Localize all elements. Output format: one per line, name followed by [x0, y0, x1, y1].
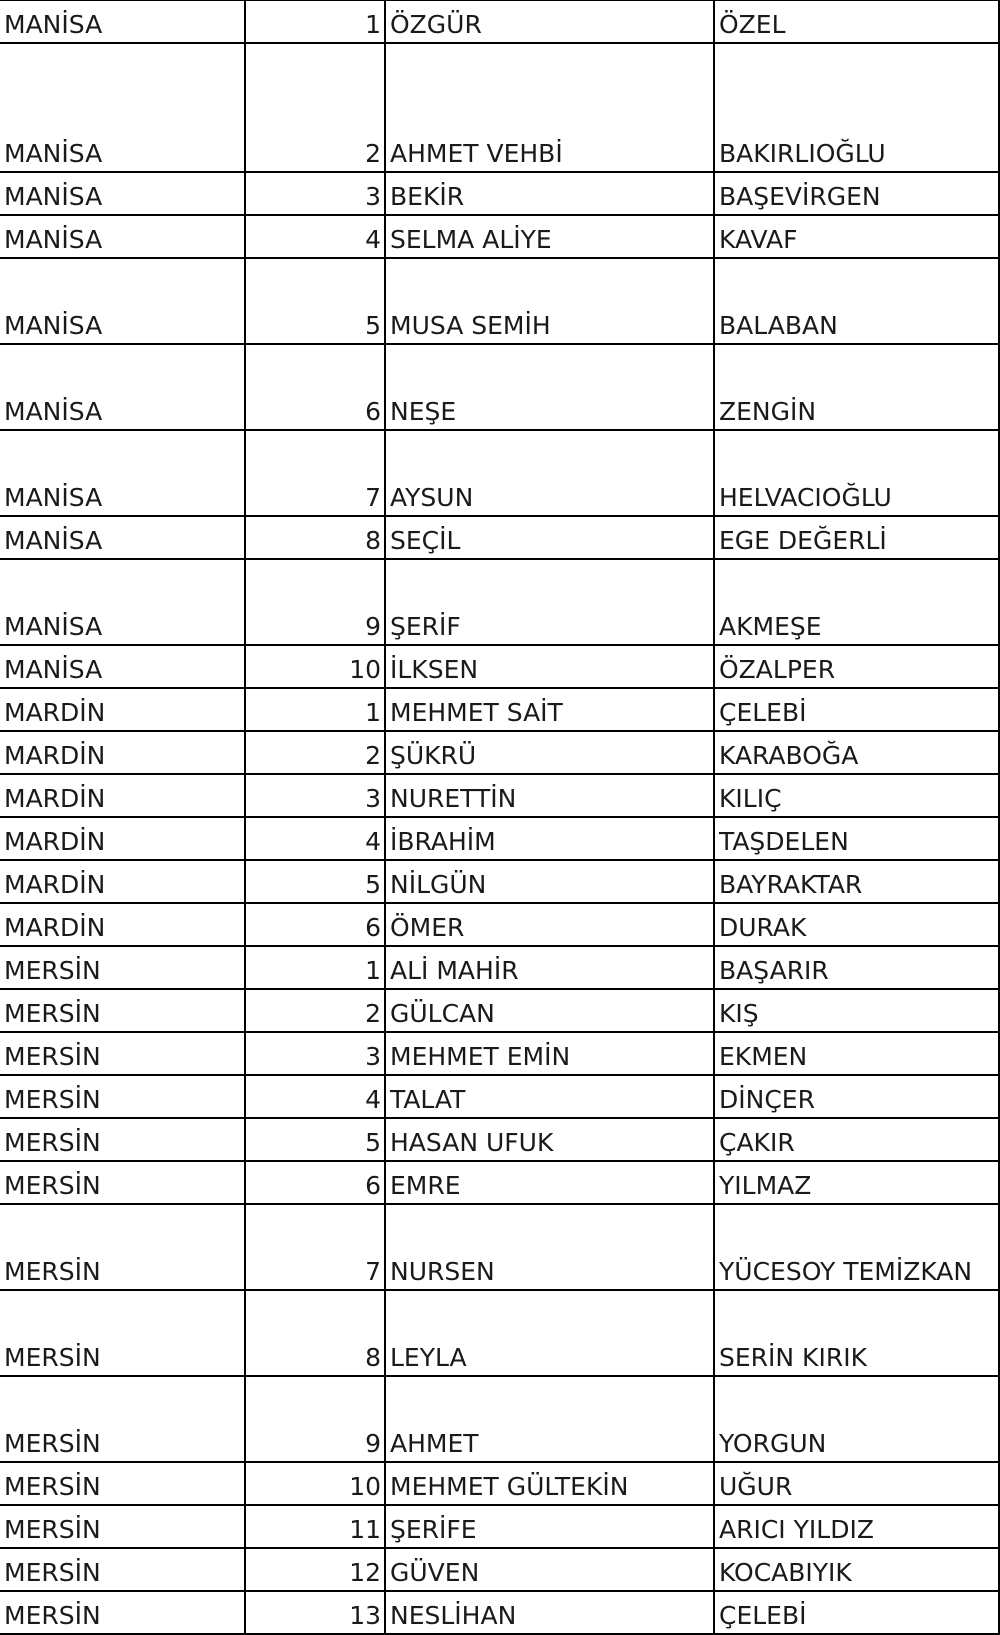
province-cell[interactable]: MERSİN: [0, 1505, 245, 1548]
province-cell[interactable]: MANİSA: [0, 430, 245, 516]
last-name-cell[interactable]: ÇELEBİ: [714, 688, 999, 731]
last-name-cell[interactable]: UĞUR: [714, 1462, 999, 1505]
province-cell[interactable]: MARDİN: [0, 688, 245, 731]
rank-cell[interactable]: 2: [245, 989, 385, 1032]
province-cell[interactable]: MERSİN: [0, 1548, 245, 1591]
rank-cell[interactable]: 1: [245, 946, 385, 989]
province-cell[interactable]: MERSİN: [0, 1591, 245, 1634]
last-name-cell[interactable]: AKMEŞE: [714, 559, 999, 645]
table-row: [0, 344, 999, 430]
table-row: [0, 1462, 999, 1505]
rank-cell[interactable]: 11: [245, 1505, 385, 1548]
last-name-cell[interactable]: YORGUN: [714, 1376, 999, 1462]
first-name-cell[interactable]: MEHMET EMİN: [385, 1032, 714, 1075]
province-cell[interactable]: MERSİN: [0, 1118, 245, 1161]
first-name-cell[interactable]: MEHMET GÜLTEKİN: [385, 1462, 714, 1505]
first-name-cell[interactable]: İBRAHİM: [385, 817, 714, 860]
last-name-cell[interactable]: BALABAN: [714, 258, 999, 344]
rank-cell[interactable]: 8: [245, 1290, 385, 1376]
province-cell[interactable]: MANİSA: [0, 516, 245, 559]
table-row: [0, 774, 999, 817]
table-row: [0, 559, 999, 645]
table-row: [0, 817, 999, 860]
province-cell[interactable]: MANİSA: [0, 0, 245, 43]
rank-cell[interactable]: 10: [245, 645, 385, 688]
first-name-cell[interactable]: EMRE: [385, 1161, 714, 1204]
last-name-cell[interactable]: SERİN KIRIK: [714, 1290, 999, 1376]
last-name-cell[interactable]: ÇAKIR: [714, 1118, 999, 1161]
province-cell[interactable]: MERSİN: [0, 1032, 245, 1075]
province-cell[interactable]: MARDİN: [0, 817, 245, 860]
rank-cell[interactable]: 1: [245, 688, 385, 731]
rank-cell[interactable]: 1: [245, 0, 385, 43]
province-cell[interactable]: MERSİN: [0, 1161, 245, 1204]
rank-cell[interactable]: 4: [245, 1075, 385, 1118]
table-row: [0, 1204, 999, 1290]
first-name-cell[interactable]: NEŞE: [385, 344, 714, 430]
table-row: [0, 1161, 999, 1204]
rank-cell[interactable]: 2: [245, 43, 385, 172]
table-row: [0, 903, 999, 946]
table-row: [0, 172, 999, 215]
province-cell[interactable]: MANİSA: [0, 215, 245, 258]
rank-cell[interactable]: 4: [245, 817, 385, 860]
last-name-cell[interactable]: DURAK: [714, 903, 999, 946]
province-cell[interactable]: MARDİN: [0, 731, 245, 774]
province-cell[interactable]: MANİSA: [0, 645, 245, 688]
first-name-cell[interactable]: TALAT: [385, 1075, 714, 1118]
first-name-cell[interactable]: GÜVEN: [385, 1548, 714, 1591]
last-name-cell[interactable]: ÖZALPER: [714, 645, 999, 688]
rank-cell[interactable]: 5: [245, 258, 385, 344]
province-cell[interactable]: MERSİN: [0, 946, 245, 989]
rank-cell[interactable]: 9: [245, 1376, 385, 1462]
last-name-cell[interactable]: ARICI YILDIZ: [714, 1505, 999, 1548]
rank-cell[interactable]: 3: [245, 774, 385, 817]
rank-cell[interactable]: 9: [245, 559, 385, 645]
first-name-cell[interactable]: MEHMET SAİT: [385, 688, 714, 731]
province-cell[interactable]: MERSİN: [0, 1376, 245, 1462]
first-name-cell[interactable]: AHMET: [385, 1376, 714, 1462]
last-name-cell[interactable]: TAŞDELEN: [714, 817, 999, 860]
province-cell[interactable]: MERSİN: [0, 1075, 245, 1118]
first-name-cell[interactable]: NİLGÜN: [385, 860, 714, 903]
last-name-cell[interactable]: BAŞARIR: [714, 946, 999, 989]
province-cell[interactable]: MERSİN: [0, 1290, 245, 1376]
rank-cell[interactable]: 13: [245, 1591, 385, 1634]
table-row: [0, 946, 999, 989]
table-row: [0, 1075, 999, 1118]
first-name-cell[interactable]: ŞERİFE: [385, 1505, 714, 1548]
rank-cell[interactable]: 6: [245, 344, 385, 430]
province-cell[interactable]: MANİSA: [0, 258, 245, 344]
province-cell[interactable]: MANİSA: [0, 559, 245, 645]
last-name-cell[interactable]: EGE DEĞERLİ: [714, 516, 999, 559]
rank-cell[interactable]: 8: [245, 516, 385, 559]
rank-cell[interactable]: 4: [245, 215, 385, 258]
first-name-cell[interactable]: AYSUN: [385, 430, 714, 516]
first-name-cell[interactable]: ŞÜKRÜ: [385, 731, 714, 774]
first-name-cell[interactable]: ALİ MAHİR: [385, 946, 714, 989]
table-row: [0, 645, 999, 688]
last-name-cell[interactable]: HELVACIOĞLU: [714, 430, 999, 516]
table-row: [0, 731, 999, 774]
last-name-cell[interactable]: YILMAZ: [714, 1161, 999, 1204]
last-name-cell[interactable]: BAKIRLIOĞLU: [714, 43, 999, 172]
table-row: [0, 1376, 999, 1462]
table-row: [0, 258, 999, 344]
last-name-cell[interactable]: ÇELEBİ: [714, 1591, 999, 1634]
table-row: [0, 430, 999, 516]
table-row: [0, 1505, 999, 1548]
province-cell[interactable]: MANİSA: [0, 172, 245, 215]
rank-cell[interactable]: 5: [245, 1118, 385, 1161]
first-name-cell[interactable]: SELMA ALİYE: [385, 215, 714, 258]
rank-cell[interactable]: 5: [245, 860, 385, 903]
province-cell[interactable]: MERSİN: [0, 1462, 245, 1505]
table-row: [0, 215, 999, 258]
last-name-cell[interactable]: YÜCESOY TEMİZKAN: [714, 1204, 999, 1290]
table-row: [0, 1591, 999, 1634]
first-name-cell[interactable]: ŞERİF: [385, 559, 714, 645]
province-cell[interactable]: MANİSA: [0, 344, 245, 430]
province-cell[interactable]: MERSİN: [0, 989, 245, 1032]
last-name-cell[interactable]: BAYRAKTAR: [714, 860, 999, 903]
table-row: [0, 1548, 999, 1591]
rank-cell[interactable]: 7: [245, 1204, 385, 1290]
rank-cell[interactable]: 7: [245, 430, 385, 516]
last-name-cell[interactable]: BAŞEVİRGEN: [714, 172, 999, 215]
first-name-cell[interactable]: SEÇİL: [385, 516, 714, 559]
last-name-cell[interactable]: EKMEN: [714, 1032, 999, 1075]
rank-cell[interactable]: 6: [245, 1161, 385, 1204]
rank-cell[interactable]: 3: [245, 1032, 385, 1075]
table-row: [0, 989, 999, 1032]
last-name-cell[interactable]: KOCABIYIK: [714, 1548, 999, 1591]
table-row: [0, 516, 999, 559]
first-name-cell[interactable]: NESLİHAN: [385, 1591, 714, 1634]
table-row: [0, 688, 999, 731]
last-name-cell[interactable]: KIŞ: [714, 989, 999, 1032]
table-row: [0, 1290, 999, 1376]
last-name-cell[interactable]: KARABOĞA: [714, 731, 999, 774]
rank-cell[interactable]: 6: [245, 903, 385, 946]
last-name-cell[interactable]: ÖZEL: [714, 0, 999, 43]
rank-cell[interactable]: 10: [245, 1462, 385, 1505]
first-name-cell[interactable]: HASAN UFUK: [385, 1118, 714, 1161]
first-name-cell[interactable]: ÖMER: [385, 903, 714, 946]
last-name-cell[interactable]: ZENGİN: [714, 344, 999, 430]
first-name-cell[interactable]: LEYLA: [385, 1290, 714, 1376]
rank-cell[interactable]: 12: [245, 1548, 385, 1591]
first-name-cell[interactable]: GÜLCAN: [385, 989, 714, 1032]
table-row: [0, 0, 999, 43]
last-name-cell[interactable]: KILIÇ: [714, 774, 999, 817]
table-row: [0, 860, 999, 903]
table-row: [0, 1118, 999, 1161]
rank-cell[interactable]: 3: [245, 172, 385, 215]
first-name-cell[interactable]: MUSA SEMİH: [385, 258, 714, 344]
province-cell[interactable]: MANİSA: [0, 43, 245, 172]
table-row: [0, 1032, 999, 1075]
last-name-cell[interactable]: DİNÇER: [714, 1075, 999, 1118]
first-name-cell[interactable]: ÖZGÜR: [385, 0, 714, 43]
province-cell[interactable]: MARDİN: [0, 860, 245, 903]
first-name-cell[interactable]: NURETTİN: [385, 774, 714, 817]
province-cell[interactable]: MARDİN: [0, 774, 245, 817]
first-name-cell[interactable]: AHMET VEHBİ: [385, 43, 714, 172]
first-name-cell[interactable]: BEKİR: [385, 172, 714, 215]
first-name-cell[interactable]: NURSEN: [385, 1204, 714, 1290]
province-cell[interactable]: MERSİN: [0, 1204, 245, 1290]
table-row: [0, 43, 999, 172]
last-name-cell[interactable]: KAVAF: [714, 215, 999, 258]
province-cell[interactable]: MARDİN: [0, 903, 245, 946]
first-name-cell[interactable]: İLKSEN: [385, 645, 714, 688]
rank-cell[interactable]: 2: [245, 731, 385, 774]
